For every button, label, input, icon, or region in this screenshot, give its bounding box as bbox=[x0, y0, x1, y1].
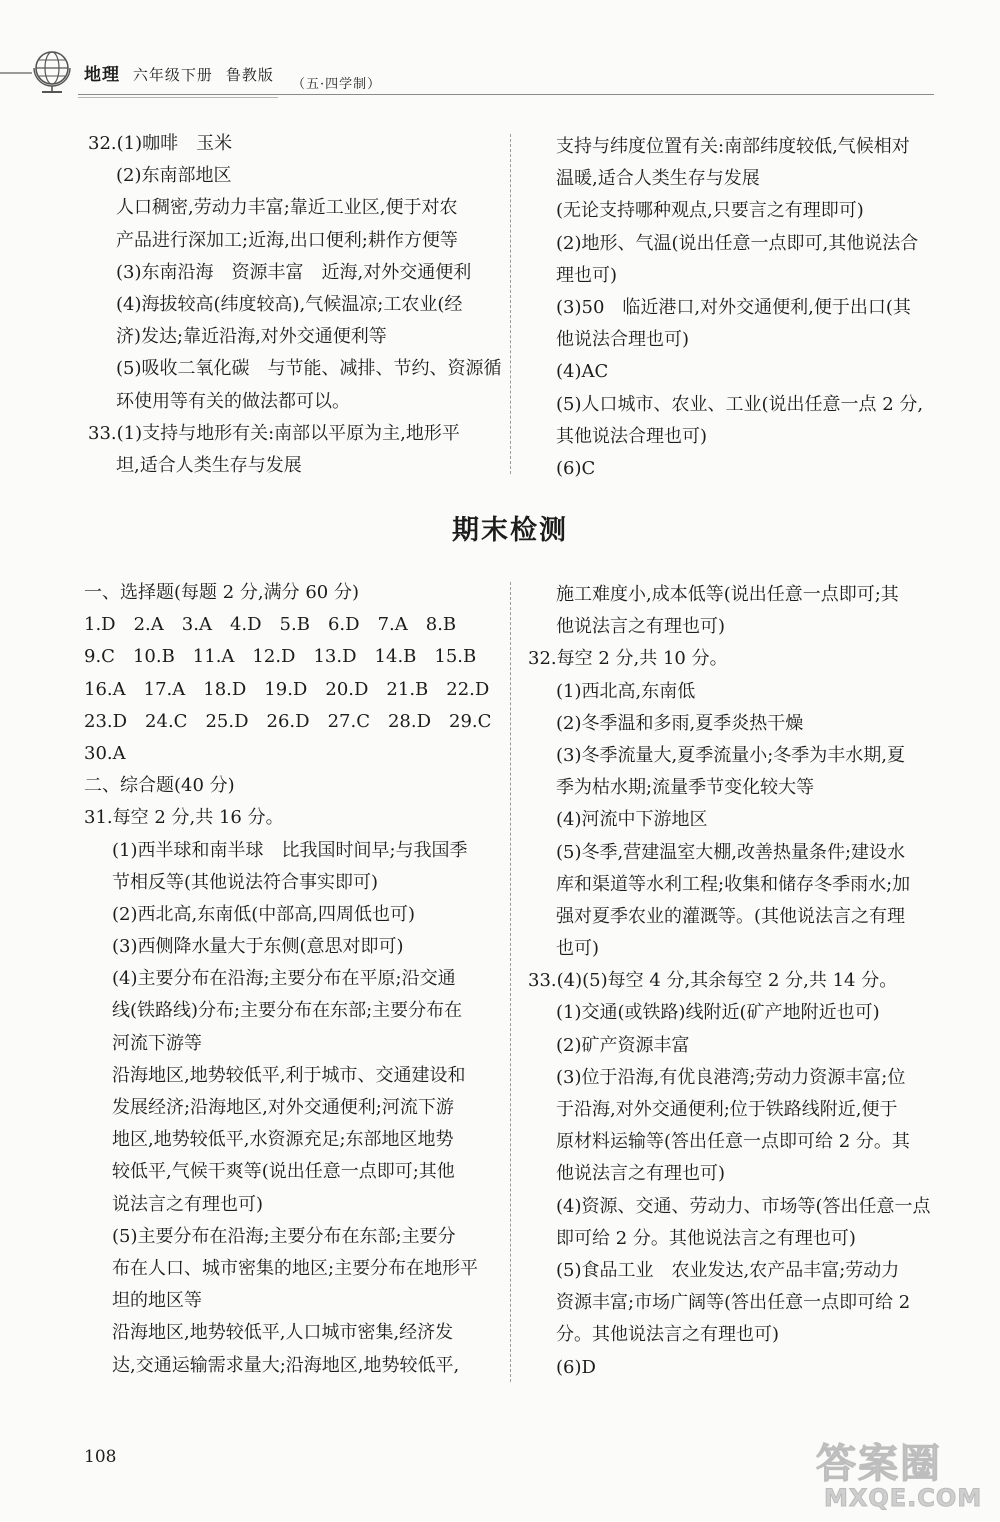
text-line: 理也可) bbox=[556, 264, 618, 286]
text-line: 季为枯水期;流量季节变化较大等 bbox=[556, 777, 815, 799]
text-line: 16.A 17.A 18.D 19.D 20.D 21.B 22.D bbox=[84, 678, 490, 700]
text-line: 他说法合理也可) bbox=[556, 329, 690, 351]
text-line: (4)AC bbox=[556, 361, 609, 383]
text-line: 30.A bbox=[84, 742, 126, 764]
watermark-logo bbox=[816, 1432, 994, 1516]
text-line: 32.每空 2 分,共 10 分。 bbox=[528, 648, 728, 670]
text-line: (4)海拔较高(纬度较高),气候温凉;工农业(经 bbox=[116, 293, 463, 315]
text-line: (2)地形、气温(说出任意一点即可,其他说法合 bbox=[556, 232, 919, 254]
text-line: 坦的地区等 bbox=[112, 1290, 202, 1312]
text-line: 31.每空 2 分,共 16 分。 bbox=[84, 807, 284, 829]
text-line: (3)冬季流量大,夏季流量小;冬季为丰水期,夏 bbox=[556, 744, 906, 766]
text-line: (3)东南沿海 资源丰富 近海,对外交通便利 bbox=[116, 261, 472, 283]
bottom-right-column bbox=[528, 579, 948, 1384]
watermark-top-text: 答案圈 bbox=[816, 1441, 942, 1487]
text-line: 其他说法合理也可) bbox=[556, 425, 708, 447]
section-title: 期末检测 bbox=[452, 515, 568, 546]
text-line: 坦,适合人类生存与发展 bbox=[116, 454, 302, 476]
text-line: (4)主要分布在沿海;主要分布在平原;沿交通 bbox=[112, 968, 456, 990]
text-line: (1)交通(或铁路)线附近(矿产地附近也可) bbox=[556, 1002, 880, 1024]
text-line: (无论支持哪种观点,只要言之有理即可) bbox=[556, 200, 864, 222]
text-line: (4)资源、交通、劳动力、市场等(答出任意一点 bbox=[556, 1195, 931, 1217]
text-line: 沿海地区,地势较低平,利于城市、交通建设和 bbox=[112, 1064, 466, 1086]
text-line: (3)西侧降水量大于东侧(意思对即可) bbox=[112, 936, 404, 958]
text-line: 沿海地区,地势较低平,人口城市密集,经济发 bbox=[112, 1322, 454, 1344]
bottom-left-column bbox=[84, 577, 504, 1382]
watermark-bottom-text: MXQE.COM bbox=[824, 1484, 983, 1512]
text-line: (2)矿产资源丰富 bbox=[556, 1034, 690, 1056]
text-line: (2)西北高,东南低(中部高,四周低也可) bbox=[112, 903, 415, 925]
text-line: (3)位于沿海,有优良港湾;劳动力资源丰富;位 bbox=[556, 1066, 906, 1088]
text-line: 达,交通运输需求量大;沿海地区,地势较低平, bbox=[112, 1354, 460, 1376]
text-line: (5)人口城市、农业、工业(说出任意一点 2 分, bbox=[556, 393, 924, 415]
header-note: （五·四学制） bbox=[292, 77, 382, 92]
text-line: 33.(4)(5)每空 4 分,其余每空 2 分,共 14 分。 bbox=[528, 970, 898, 992]
text-line: 他说法言之有理也可) bbox=[556, 616, 726, 638]
header-rule-left bbox=[0, 72, 32, 74]
header-title bbox=[84, 60, 274, 85]
text-line: 库和渠道等水利工程;收集和储存冬季雨水;加 bbox=[556, 873, 911, 895]
top-column-divider bbox=[510, 134, 511, 474]
page-header bbox=[0, 0, 1000, 110]
header-rule bbox=[78, 94, 934, 95]
text-line: (2)冬季温和多雨,夏季炎热干燥 bbox=[556, 712, 804, 734]
text-line: (2)东南部地区 bbox=[116, 165, 232, 187]
text-line: (5)食品工业 农业发达,农产品丰富;劳动力 bbox=[556, 1259, 900, 1281]
text-line: 强对夏季农业的灌溉等。(其他说法言之有理 bbox=[556, 905, 906, 927]
page-number: 108 bbox=[84, 1447, 117, 1467]
text-line: (1)西半球和南半球 比我国时间早;与我国季 bbox=[112, 839, 468, 861]
globe-icon bbox=[30, 46, 76, 96]
book-edition: 鲁教版 bbox=[225, 66, 274, 84]
text-line: (6)D bbox=[556, 1356, 596, 1378]
text-line: 原材料运输等(答出任意一点即可给 2 分。其 bbox=[556, 1131, 910, 1153]
text-line: 23.D 24.C 25.D 26.D 27.C 28.D 29.C bbox=[84, 710, 492, 732]
text-line: 9.C 10.B 11.A 12.D 13.D 14.B 15.B bbox=[84, 646, 477, 668]
text-line: (5)主要分布在沿海;主要分布在东部;主要分 bbox=[112, 1225, 456, 1247]
book-grade: 六年级下册 bbox=[132, 66, 213, 84]
text-line: 线(铁路线)分布;主要分布在东部;主要分布在 bbox=[112, 1000, 463, 1022]
text-line: 环使用等有关的做法都可以。 bbox=[116, 390, 350, 412]
text-line: 一、选择题(每题 2 分,满分 60 分) bbox=[84, 582, 360, 603]
text-line: 施工难度小,成本低等(说出任意一点即可;其 bbox=[556, 584, 899, 605]
text-line: 1.D 2.A 3.A 4.D 5.B 6.D 7.A 8.B bbox=[84, 614, 457, 636]
text-line: (1)西北高,东南低 bbox=[556, 680, 696, 702]
text-line: 布在人口、城市密集的地区;主要分布在地形平 bbox=[112, 1257, 479, 1279]
text-line: 河流下游等 bbox=[112, 1032, 202, 1054]
text-line: (4)河流中下游地区 bbox=[556, 809, 708, 831]
text-line: 地区,地势较低平,水资源充足;东部地区地势 bbox=[112, 1129, 454, 1151]
text-line: 温暖,适合人类生存与发展 bbox=[556, 168, 760, 190]
top-left-column bbox=[88, 128, 508, 482]
book-subject: 地理 bbox=[84, 65, 120, 85]
text-line: 也可) bbox=[556, 938, 600, 960]
text-line: 济)发达;靠近沿海,对外交通便利等 bbox=[116, 326, 387, 348]
text-line: (6)C bbox=[556, 457, 596, 479]
text-line: 于沿海,对外交通便利;位于铁路线附近,便于 bbox=[556, 1099, 898, 1120]
header-rule-thin bbox=[78, 97, 278, 98]
text-line: (5)冬季,营建温室大棚,改善热量条件;建设水 bbox=[556, 841, 906, 863]
text-line: 节相反等(其他说法符合事实即可) bbox=[112, 871, 379, 893]
bottom-column-divider bbox=[510, 582, 511, 1382]
text-line: 资源丰富;市场广阔等(答出任意一点即可给 2 bbox=[556, 1292, 911, 1314]
text-line: 支持与纬度位置有关:南部纬度较低,气候相对 bbox=[556, 136, 910, 157]
top-right-column bbox=[556, 131, 946, 485]
text-line: (5)吸收二氧化碳 与节能、减排、节约、资源循 bbox=[116, 358, 502, 380]
text-line: 产品进行深加工;近海,出口便利;耕作方便等 bbox=[116, 229, 458, 251]
text-line: 较低平,气候干爽等(说出任意一点即可;其他 bbox=[112, 1161, 455, 1183]
text-line: 即可给 2 分。其他说法言之有理也可) bbox=[556, 1227, 856, 1249]
text-line: (3)50 临近港口,对外交通便利,便于出口(其 bbox=[556, 296, 911, 318]
text-line: 33.(1)支持与地形有关:南部以平原为主,地形平 bbox=[88, 422, 460, 444]
text-line: 分。其他说法言之有理也可) bbox=[556, 1324, 780, 1346]
text-line: 二、综合题(40 分) bbox=[84, 775, 235, 797]
text-line: 32.(1)咖啡 玉米 bbox=[88, 133, 233, 154]
text-line: 人口稠密,劳动力丰富;靠近工业区,便于对农 bbox=[116, 197, 458, 219]
text-line: 发展经济;沿海地区,对外交通便利;河流下游 bbox=[112, 1097, 454, 1118]
text-line: 他说法言之有理也可) bbox=[556, 1163, 726, 1185]
text-line: 说法言之有理也可) bbox=[112, 1193, 264, 1215]
